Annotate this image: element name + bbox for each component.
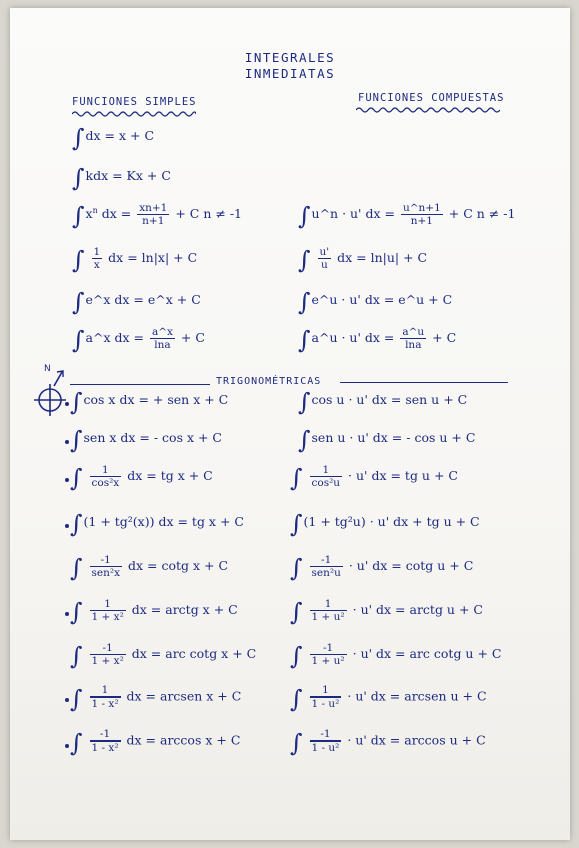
denominator: sen²x [91, 567, 120, 579]
numerator: 1 [310, 684, 342, 697]
bullet-dot [65, 440, 69, 444]
fraction [318, 246, 332, 271]
formula-trig-arctg-u [290, 598, 483, 626]
fraction [90, 684, 121, 710]
formula-text: + C [180, 330, 205, 345]
denominator: u [320, 259, 328, 271]
integral-sign-icon: ∫ [70, 598, 83, 626]
formula-text: dx = ln|x| + C [108, 250, 198, 265]
bullet-dot [65, 744, 69, 748]
integral-sign-icon: ∫ [298, 246, 311, 274]
formula-trig-sen [70, 426, 222, 454]
divider-left [70, 384, 210, 385]
formula-text: dx = arc cotg x + C [131, 646, 257, 661]
formula-trig-cos [70, 388, 228, 416]
formula-text: dx = ln|u| + C [337, 250, 428, 265]
integral-sign-icon: ∫ [290, 598, 303, 626]
formula-reciprocal [72, 246, 197, 274]
formula-text: · u' dx = arccos u + C [347, 732, 486, 748]
integral-sign-icon: ∫ [70, 642, 83, 670]
integral-sign-icon: ∫ [72, 246, 85, 274]
denominator: 1 + u² [311, 655, 345, 667]
integral-sign-icon: ∫ [290, 642, 303, 670]
integral-sign-icon: ∫ [290, 728, 303, 757]
heading-composite-functions: FUNCIONES COMPUESTAS [358, 92, 505, 104]
doodle-label: N [44, 364, 51, 374]
formula-trig-arccotg-u [290, 642, 501, 670]
integral-sign-icon: ∫ [70, 388, 83, 416]
integral-sign-icon: ∫ [290, 684, 303, 713]
formula-composite-exp-e [298, 288, 452, 316]
integral-sign-icon: ∫ [298, 388, 311, 416]
fraction [310, 598, 347, 623]
formula-trig-arccotg [70, 642, 256, 670]
integral-sign-icon: ∫ [70, 426, 83, 454]
formula-trig-sen-u [298, 426, 475, 454]
numerator: a^x [151, 326, 173, 338]
formula-composite-power [298, 202, 515, 230]
formula-text: kdx = Kx + C [85, 168, 171, 183]
formula-trig-sec2-u [290, 464, 458, 492]
integral-sign-icon: ∫ [72, 124, 85, 152]
formula-trig-arccos [70, 728, 240, 757]
numerator: 1 [90, 684, 121, 697]
formula-text: · u' dx = cotg u + C [348, 558, 474, 573]
formula-trig-sec2 [70, 464, 213, 492]
wavy-underline-composite [356, 106, 500, 114]
integral-sign-icon: ∫ [72, 202, 85, 230]
divider-right [340, 382, 508, 383]
numerator: 1 [310, 464, 343, 477]
formula-trig-cos-u [298, 388, 467, 416]
formula-text: dx = arcsen x + C [126, 688, 242, 704]
paper-sheet [10, 8, 570, 840]
denominator: 1 + x² [91, 611, 124, 623]
formula-text: · u' dx = arcsen u + C [347, 688, 487, 704]
formula-text: + C n ≠ -1 [448, 206, 516, 221]
denominator: lna [154, 339, 171, 351]
denominator: cos²u [311, 477, 341, 489]
fraction [90, 554, 123, 579]
numerator: -1 [310, 728, 342, 741]
formula-text: sen u · u' dx = - cos u + C [311, 430, 476, 445]
formula-trig-arcsen-u [290, 684, 487, 713]
heading-trigonometric: TRIGONOMÉTRICAS [216, 376, 322, 387]
fraction [310, 464, 343, 489]
fraction [310, 554, 343, 579]
formula-trig-arctg [70, 598, 238, 626]
fraction [310, 728, 342, 754]
bullet-dot [65, 698, 69, 702]
denominator-sqrt: 1 - x² [91, 742, 119, 754]
integral-sign-icon: ∫ [72, 164, 85, 192]
fraction [310, 684, 342, 710]
formula-integral-dx [72, 124, 154, 152]
bullet-dot [65, 402, 69, 406]
integral-sign-icon: ∫ [70, 684, 83, 713]
denominator: lna [405, 339, 422, 351]
bullet-dot [65, 524, 69, 528]
numerator: 1 [310, 598, 347, 611]
numerator: -1 [90, 728, 121, 741]
denominator: 1 + x² [91, 655, 124, 667]
fraction [150, 326, 175, 351]
denominator: 1 + u² [311, 611, 345, 623]
formula-trig-csc2 [70, 554, 228, 582]
formula-text: x [85, 206, 93, 221]
numerator: a^u [402, 326, 425, 338]
integral-sign-icon: ∫ [290, 554, 303, 582]
fraction [92, 246, 103, 271]
integral-sign-icon: ∫ [298, 326, 311, 354]
formula-exponential-e [72, 288, 201, 316]
formula-text: dx = [101, 206, 132, 221]
denominator: x [93, 259, 100, 271]
denominator: cos²x [91, 477, 120, 489]
formula-text: dx = x + C [85, 128, 155, 143]
formula-text: dx = arctg x + C [131, 602, 238, 617]
formula-text: · u' dx = tg u + C [348, 468, 458, 483]
fraction [137, 202, 169, 227]
fraction [400, 326, 426, 351]
numerator: -1 [310, 642, 347, 655]
denominator: n+1 [142, 215, 165, 227]
numerator: u' [319, 246, 330, 258]
bullet-dot [65, 612, 69, 616]
formula-text: (1 + tg²u) · u' dx + tg u + C [303, 514, 480, 529]
numerator: xn+1 [139, 202, 168, 214]
numerator: -1 [90, 642, 126, 655]
numerator: u^n+1 [402, 202, 441, 214]
integral-sign-icon: ∫ [298, 202, 311, 230]
formula-text: sen x dx = - cos x + C [83, 430, 222, 445]
fraction [401, 202, 443, 227]
integral-sign-icon: ∫ [298, 288, 311, 316]
integral-sign-icon: ∫ [290, 510, 303, 538]
formula-text: e^x dx = e^x + C [85, 292, 201, 307]
formula-text: · u' dx = arctg u + C [352, 602, 483, 617]
fraction [310, 642, 347, 667]
formula-integral-kdx [72, 164, 171, 192]
numerator: -1 [310, 554, 343, 567]
denominator: n+1 [410, 215, 433, 227]
formula-text: a^x dx = [85, 330, 144, 345]
integral-sign-icon: ∫ [70, 728, 83, 757]
formula-exponential-a [72, 326, 205, 354]
formula-composite-exp-a [298, 326, 456, 354]
numerator: 1 [90, 464, 122, 477]
formula-trig-tan2 [70, 510, 244, 538]
integral-sign-icon: ∫ [298, 426, 311, 454]
fraction [90, 728, 121, 754]
wavy-underline-simple [72, 110, 196, 118]
fraction [90, 464, 122, 489]
numerator: -1 [90, 554, 123, 567]
denominator: sen²u [311, 567, 341, 579]
formula-text: cos x dx = + sen x + C [83, 392, 229, 407]
integral-sign-icon: ∫ [70, 554, 83, 582]
integral-sign-icon: ∫ [290, 464, 303, 492]
integral-sign-icon: ∫ [72, 326, 85, 354]
formula-power-rule [72, 202, 242, 230]
page-title-line2: INMEDIATAS [244, 66, 336, 81]
formula-text: a^u · u' dx = [311, 330, 395, 345]
formula-text: e^u · u' dx = e^u + C [311, 292, 453, 307]
formula-text: · u' dx = arc cotg u + C [352, 646, 502, 661]
formula-trig-arccos-u [290, 728, 486, 757]
numerator: 1 [93, 246, 101, 258]
integral-sign-icon: ∫ [70, 510, 83, 538]
heading-simple-functions: FUNCIONES SIMPLES [72, 96, 197, 108]
denominator-sqrt: 1 - u² [311, 742, 340, 754]
fraction [90, 598, 126, 623]
exponent: n [92, 205, 98, 215]
formula-trig-arcsen [70, 684, 241, 713]
formula-text: u^n · u' dx = [311, 206, 395, 221]
fraction [90, 642, 126, 667]
formula-text: dx = arccos x + C [126, 732, 241, 748]
formula-text: cos u · u' dx = sen u + C [311, 392, 468, 407]
formula-trig-tan2-u [290, 510, 480, 538]
formula-text: (1 + tg²(x)) dx = tg x + C [83, 514, 244, 529]
integral-sign-icon: ∫ [72, 288, 85, 316]
formula-text: dx = tg x + C [127, 468, 213, 483]
formula-composite-log [298, 246, 427, 274]
bullet-dot [65, 478, 69, 482]
denominator-sqrt: 1 - u² [311, 698, 340, 710]
formula-text: + C n ≠ -1 [175, 206, 242, 221]
formula-trig-csc2-u [290, 554, 473, 582]
denominator-sqrt: 1 - x² [91, 698, 119, 710]
integral-sign-icon: ∫ [70, 464, 83, 492]
page-title-line1: INTEGRALES [244, 50, 336, 65]
numerator: 1 [90, 598, 126, 611]
formula-text: dx = cotg x + C [127, 558, 229, 573]
formula-text: + C [432, 330, 457, 345]
